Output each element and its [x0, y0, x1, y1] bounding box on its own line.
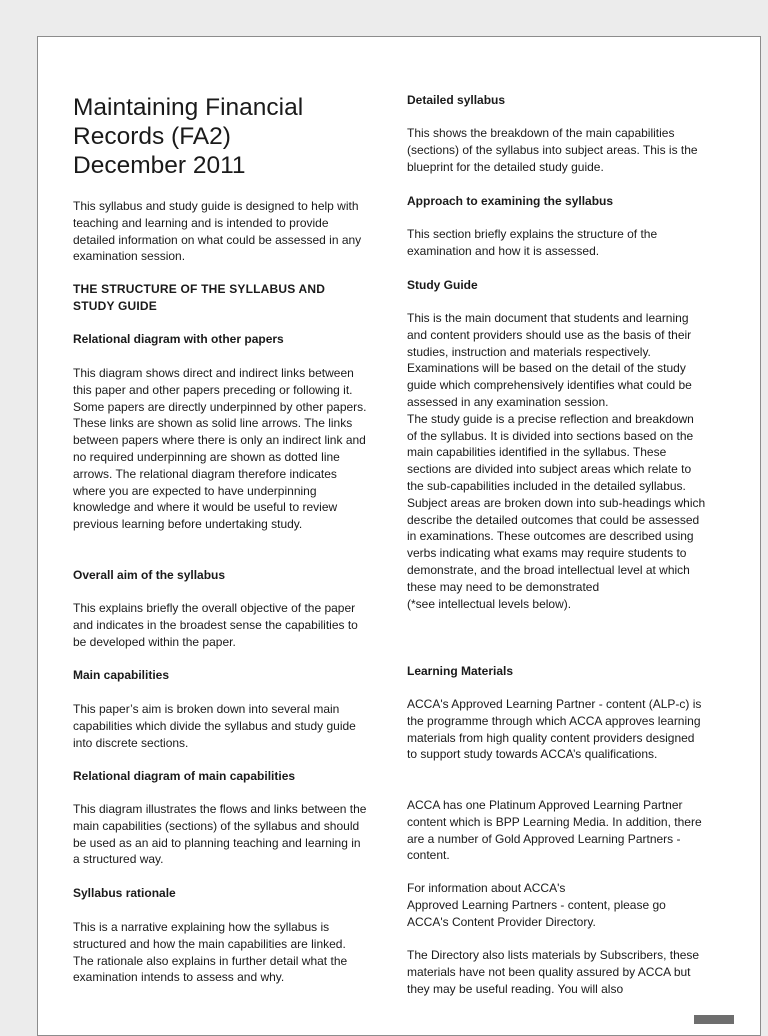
relational-main-capabilities-heading: Relational diagram of main capabilities — [73, 769, 296, 783]
approach-text: This section briefly explains the structure of the examination and how it is assessed. — [407, 227, 658, 258]
overall-aim-text: This explains briefly the overall objective of the paper and indicates in the broadest sense the capabilities to be developed within the paper. — [73, 601, 358, 649]
study-guide-text-3: The study guide is a precise reflection and breakdown of the syllabus. It is divided into sections based on the main capabilities identified in the syllabus. These sections are divided into subject areas which relate to the sub-capabilities included in the detailed syllabus. Subject areas are broken down into sub-headings which describe the detailed outcomes that could be assessed in examinations. These outcomes are described using verbs indicating what exams may require students to demonstrate, and the broad intellectual level at which these may need to be demonstrated — [407, 411, 706, 594]
approach-heading: Approach to examining the syllabus — [407, 194, 614, 208]
intro-paragraph: This syllabus and study guide is designed to help with teaching and learning and is intended to provide detailed information on what could be assessed in any examination session. — [73, 199, 362, 264]
study-guide-heading: Study Guide — [407, 278, 478, 292]
learning-materials-block-3 — [407, 880, 707, 930]
relational-diagram-heading: Relational diagram with other papers — [73, 332, 284, 346]
learning-materials-text-4: The Directory also lists materials by Subscribers, these materials have not been quality assured by ACCA but they may be useful reading. You will also — [407, 948, 700, 996]
relational-diagram-text: This diagram shows direct and indirect links between this paper and other papers preceding or following it. Some papers are directly underpinned by other papers. These links are shown as solid line arrows. The links between papers where there is only an indirect link and no required underpinning are shown as dotted line arrows. The relational diagram therefore indicates where you are expected to have underpinning knowledge and where it would be useful to review previous learning before undertaking study. — [73, 366, 367, 532]
learning-materials-text-3b: Approved Learning Partners - content, please go ACCA's Content Provider Directory. — [407, 897, 666, 929]
detailed-syllabus-text: This shows the breakdown of the main capabilities (sections) of the syllabus into subject areas. This is the blueprint for the detailed study guide. — [407, 126, 698, 174]
document-page — [37, 36, 761, 1036]
learning-materials-heading: Learning Materials — [407, 664, 514, 678]
learning-materials-text-1: ACCA's Approved Learning Partner - content (ALP-c) is the programme through which ACCA approves learning materials from high quality content providers designed to support study towards ACCA’s qualifications. — [407, 697, 702, 762]
page-footer-tab — [694, 1015, 734, 1024]
title-line-1: Maintaining Financial — [73, 94, 304, 121]
detailed-syllabus-heading: Detailed syllabus — [407, 93, 506, 107]
learning-materials-text-3a: For information about ACCA's — [407, 881, 566, 895]
main-capabilities-heading: Main capabilities — [73, 668, 170, 682]
study-guide-text-4: (*see intellectual levels below). — [407, 596, 572, 611]
syllabus-rationale-text: This is a narrative explaining how the syllabus is structured and how the main capabilities are linked. The rationale also explains in further detail what the examination intends to assess and why. — [73, 920, 348, 985]
title-line-3: December 2011 — [73, 152, 246, 179]
study-guide-text-1: This is the main document that students and learning and content providers should use as the basis of their studies, instruction and materials respectively. — [407, 311, 692, 359]
relational-main-capabilities-text: This diagram illustrates the flows and links between the main capabilities (sections) of the syllabus and should be used as an aid to planning teaching and learning in a structured way. — [73, 802, 367, 867]
main-capabilities-text: This paper’s aim is broken down into several main capabilities which divide the syllabus and study guide into discrete sections. — [73, 702, 356, 750]
title-line-2: Records (FA2) — [73, 123, 231, 150]
learning-materials-text-2: ACCA has one Platinum Approved Learning Partner content which is BPP Learning Media. In addition, there are a number of Gold Approved Learning Partners - content. — [407, 798, 702, 863]
overall-aim-heading: Overall aim of the syllabus — [73, 568, 226, 582]
study-guide-body — [407, 310, 707, 612]
document-title — [73, 93, 373, 180]
syllabus-rationale-heading: Syllabus rationale — [73, 886, 176, 900]
structure-heading: THE STRUCTURE OF THE SYLLABUS AND STUDY GUIDE — [73, 282, 326, 313]
study-guide-text-2: Examinations will be based on the detail of the study guide which comprehensively identifies what could be assessed in any examination session. — [407, 361, 692, 409]
